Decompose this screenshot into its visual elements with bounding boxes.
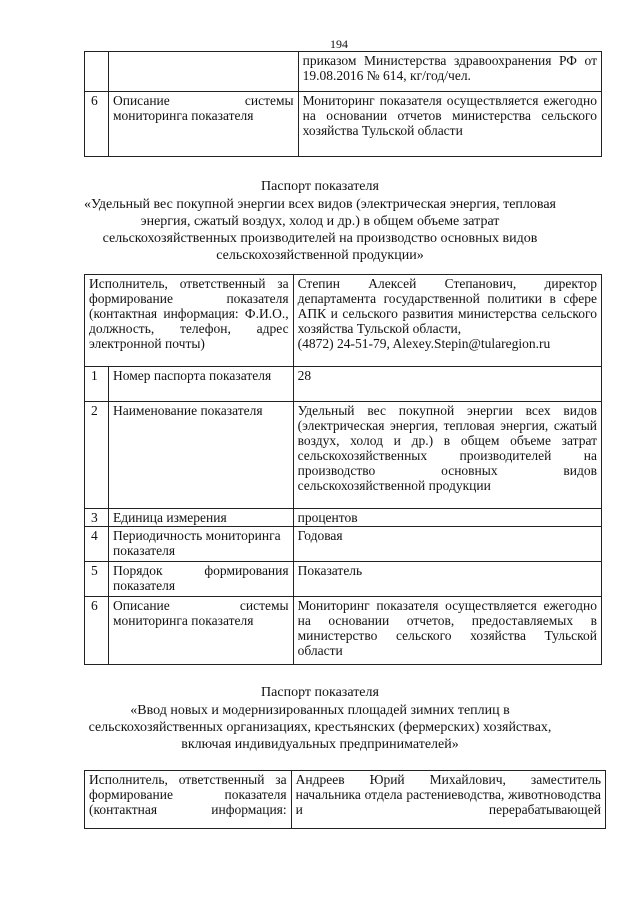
row-label: Порядок формирования показателя: [108, 562, 293, 597]
passport-title: «Ввод новых и модернизированных площадей зимних теплиц в сельскохозяйственных организациях, крестьянских (фермерских) хозяйствах, включая индивидуальных предпринимателей»: [88, 703, 552, 752]
row-number: 1: [85, 367, 109, 402]
executor-value: Андреев Юрий Михайлович, заместитель начальника отдела растениеводства, животноводства и перерабатывающей: [291, 771, 605, 829]
table-row: [85, 597, 602, 665]
row-value: процентов: [293, 509, 601, 527]
passport-heading: Паспорт показателя: [261, 685, 379, 700]
executor-cell: [293, 275, 601, 367]
row-label: Описание системы мониторинга показателя: [108, 597, 293, 665]
page-number: 194: [330, 37, 348, 51]
row-label: Периодичность мониторинга показателя: [108, 527, 293, 562]
row-number: 5: [85, 562, 109, 597]
table-row: [85, 527, 602, 562]
row-label: Описание системы мониторинга показателя: [108, 92, 298, 157]
row-value: Мониторинг показателя осуществляется ежегодно на основании отчетов министерства сельского хозяйства Тульской области: [298, 92, 601, 157]
row-value: Показатель: [293, 562, 601, 597]
executor-value: Степин Алексей Степанович, директор департамента государственной политики в сфере АПК и сельского развития министерства сельского хозяйства Тульской области,: [297, 276, 597, 336]
table-row: [85, 92, 602, 157]
table-row: [85, 367, 602, 402]
executor-label: Исполнитель, ответственный за формирование показателя (контактная информация: Ф.И.О., должность, телефон, адрес электронной почты): [85, 275, 294, 367]
row-value: Удельный вес покупной энергии всех видов (электрическая энергия, тепловая энергия, сжатый воздух, холод и др.) в общем объеме затрат сельскохозяйственных производителей на производство основных видов сельскохозяйственной продукции: [293, 402, 601, 509]
row-label: Номер паспорта показателя: [108, 367, 293, 402]
passport-title: «Удельный вес покупной энергии всех видов (электрическая энергия, тепловая энергия, сжатый воздух, холод и др.) в общем объеме затрат сельскохозяйственных производителей на производство основных видов сельскохозяйственной продукции»: [83, 197, 556, 263]
table-top: [84, 51, 602, 157]
row-number: 3: [85, 509, 109, 527]
passport-heading: Паспорт показателя: [261, 179, 379, 194]
row-number: 6: [85, 92, 109, 157]
row-number: 6: [85, 597, 109, 665]
row-value: приказом Министерства здравоохранения РФ от 19.08.2016 № 614, кг/год/чел.: [298, 52, 601, 92]
executor-label: Исполнитель, ответственный за формирование показателя (контактная информация:: [85, 771, 292, 829]
row-number: 4: [85, 527, 109, 562]
row-label: [108, 52, 298, 92]
row-number: 2: [85, 402, 109, 509]
executor-row: [85, 275, 602, 367]
row-label: Единица измерения: [108, 509, 293, 527]
table-row: [85, 562, 602, 597]
table-row: [85, 52, 602, 92]
executor-contact: (4872) 24-51-79, Alexey.Stepin@tularegion.ru: [297, 336, 551, 351]
table-row: [85, 402, 602, 509]
table-row: [85, 509, 602, 527]
row-value: Мониторинг показателя осуществляется ежегодно на основании отчетов, предоставляемых в министерство сельского хозяйства Тульской области: [293, 597, 601, 665]
row-value: Годовая: [293, 527, 601, 562]
row-label: Наименование показателя: [108, 402, 293, 509]
passport-table: [84, 274, 602, 665]
passport-table: [84, 770, 606, 829]
row-number: [85, 52, 109, 92]
row-value: 28: [293, 367, 601, 402]
executor-row: [85, 771, 606, 829]
